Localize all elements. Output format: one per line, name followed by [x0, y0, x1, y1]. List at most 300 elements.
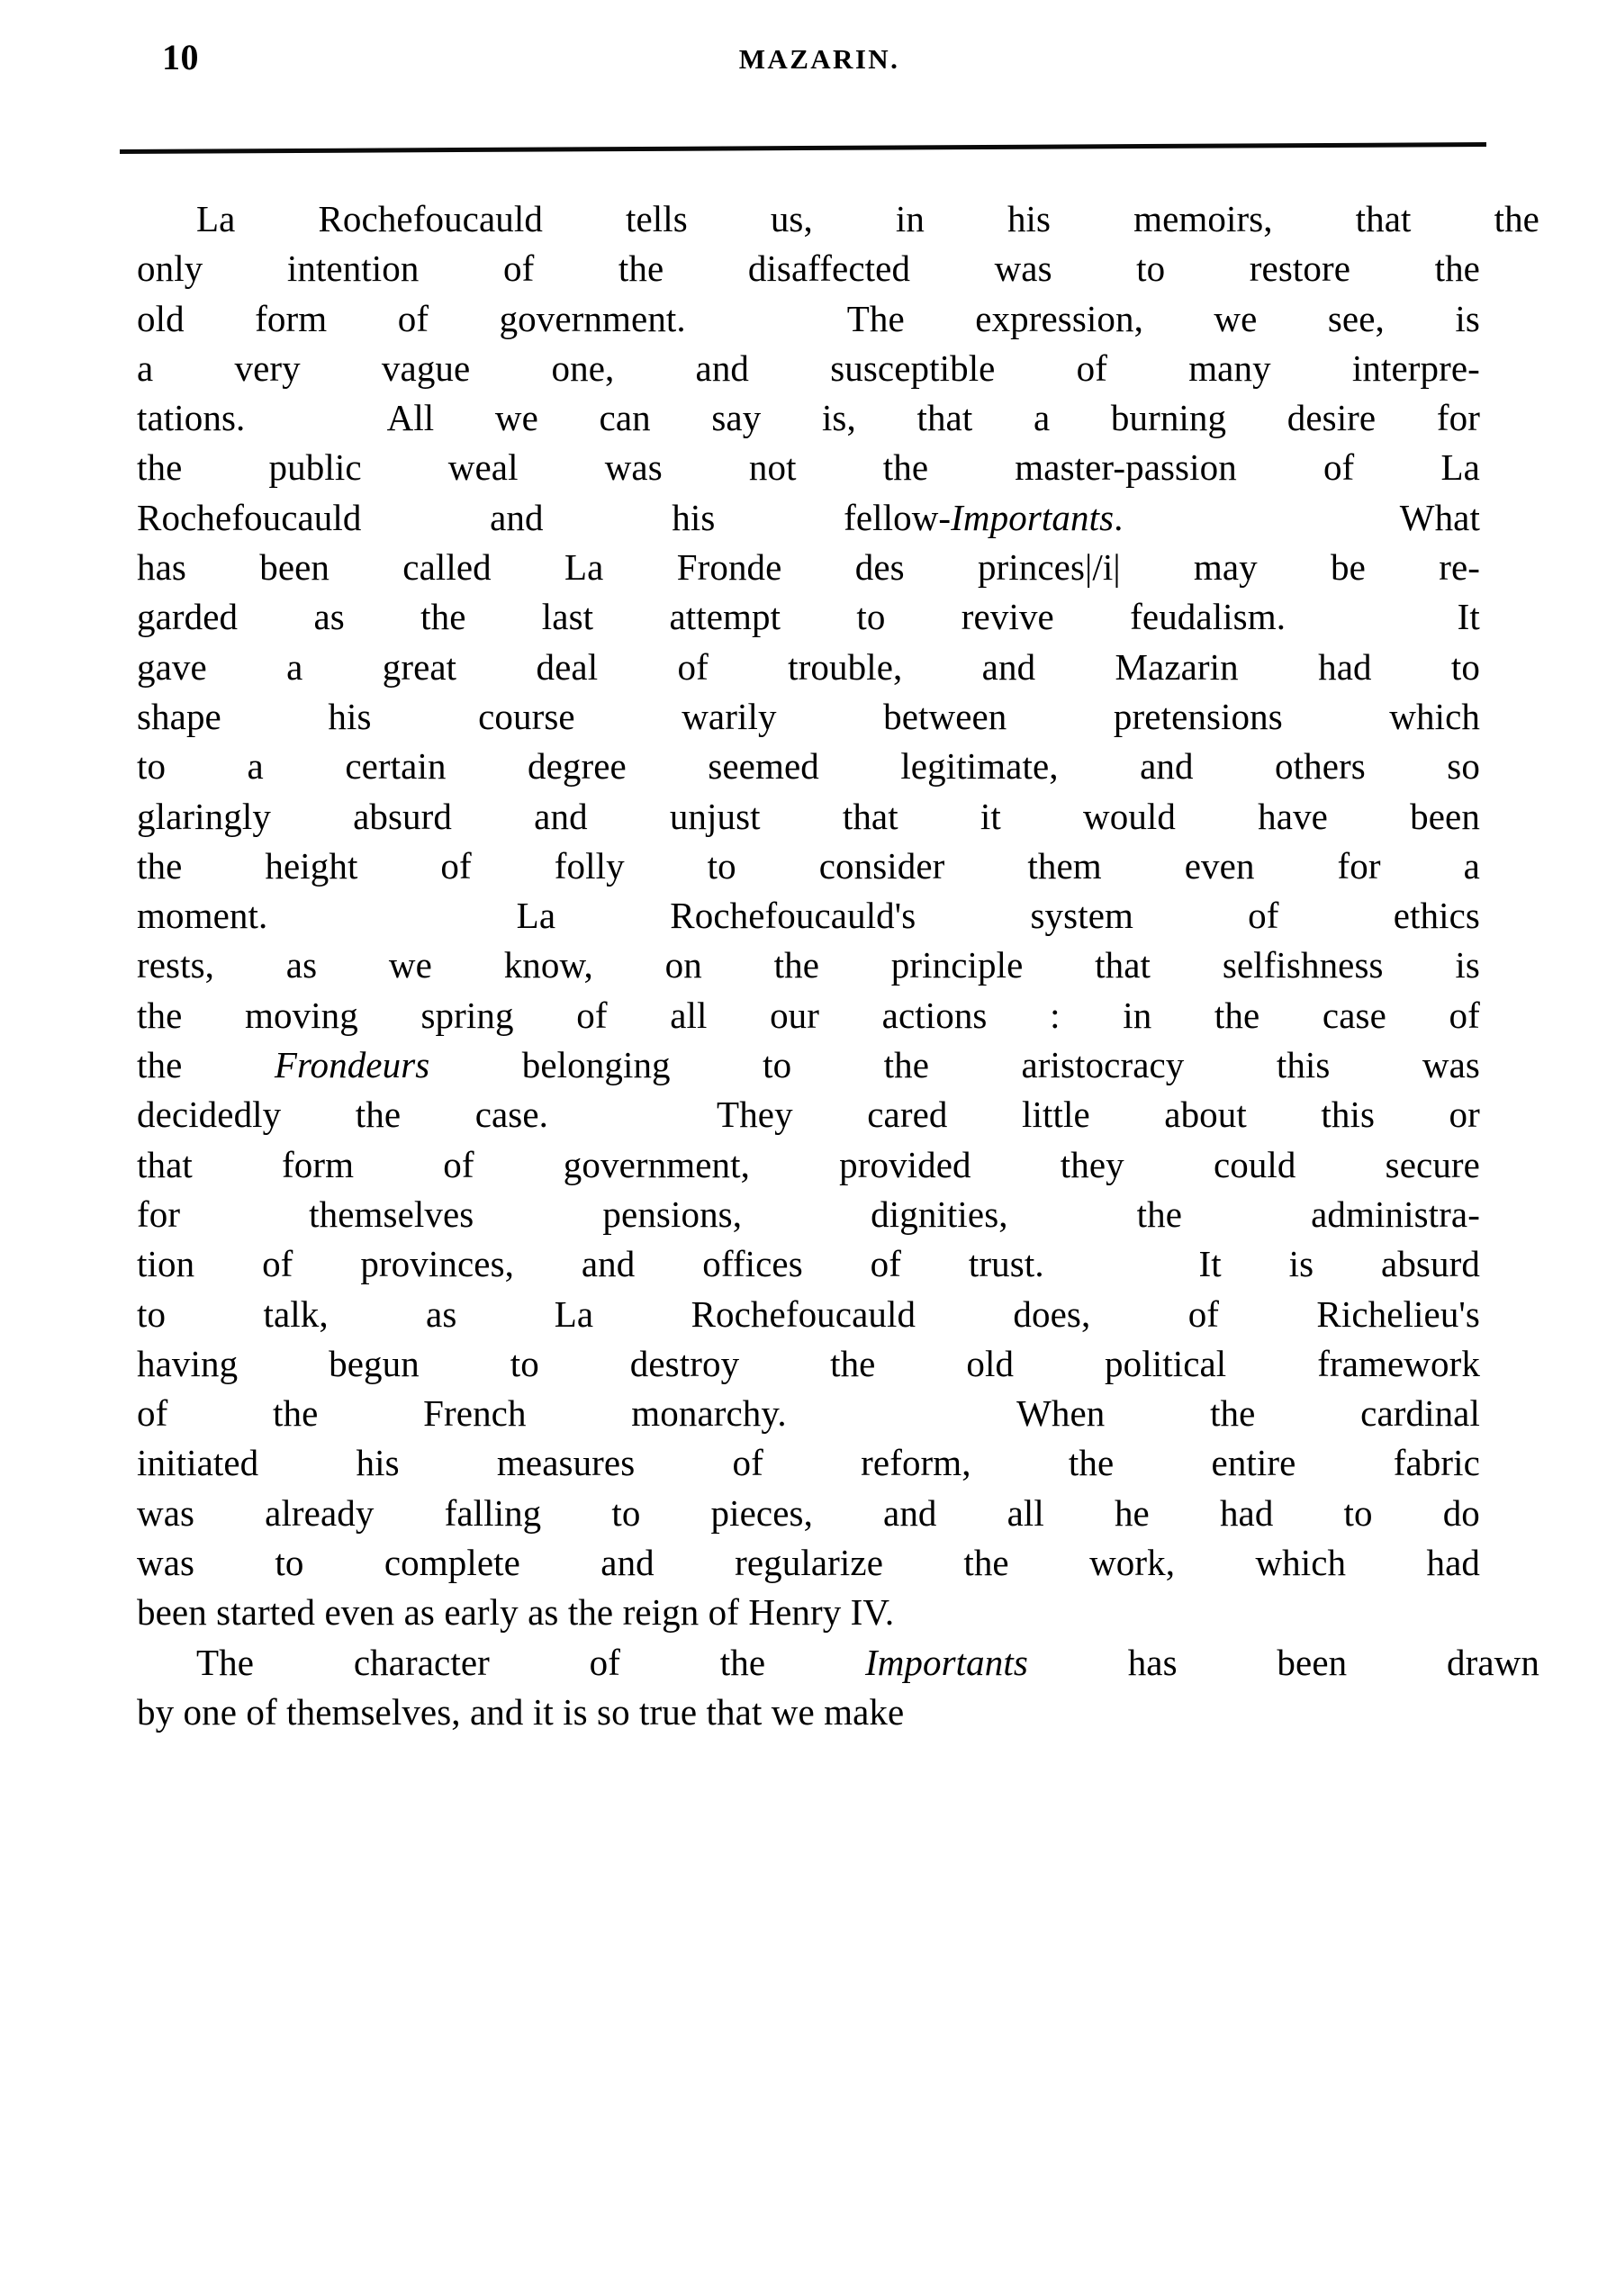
line-content	[137, 792, 1480, 842]
line-content: by one of themselves, and it is so true that we make	[137, 1690, 905, 1733]
word: a	[286, 645, 303, 688]
word: to	[137, 1292, 167, 1335]
word: they	[1060, 1143, 1124, 1185]
word: the	[1434, 248, 1480, 290]
text-line	[137, 1438, 1480, 1488]
word: and	[981, 645, 1036, 688]
word: we	[388, 944, 432, 986]
word: La	[554, 1292, 594, 1335]
word: attempt	[669, 596, 781, 638]
word: deal	[536, 645, 599, 688]
word: form	[282, 1143, 355, 1185]
word: What	[1399, 496, 1480, 538]
word: trouble,	[788, 645, 903, 688]
text-line	[137, 742, 1480, 791]
word: to	[1136, 248, 1166, 290]
word: and	[581, 1243, 636, 1285]
word: glaringly	[137, 795, 271, 837]
word: has	[137, 546, 186, 589]
word: was	[994, 248, 1052, 290]
word: pretensions	[1113, 695, 1283, 737]
word: we	[494, 397, 538, 439]
word: shape	[137, 695, 221, 737]
sentence-gap	[1361, 592, 1381, 642]
line-content	[137, 443, 1480, 492]
sentence-gap	[756, 294, 776, 344]
word: a	[137, 347, 154, 389]
word: may	[1193, 546, 1258, 589]
word: moving	[245, 994, 358, 1036]
word: for	[137, 1193, 181, 1235]
word: know,	[503, 944, 593, 986]
word: tells	[625, 198, 688, 239]
text-line	[137, 692, 1480, 742]
word: government.	[499, 297, 686, 339]
word: The	[846, 297, 905, 339]
word: character	[353, 1641, 490, 1683]
word: themselves	[309, 1193, 474, 1235]
word: It	[1457, 596, 1480, 638]
word: drawn	[1446, 1641, 1539, 1683]
word: and	[1140, 745, 1194, 788]
word: to	[510, 1342, 539, 1384]
page-number: 10	[162, 37, 199, 77]
word: destroy	[629, 1342, 740, 1384]
sentence-gap	[891, 1389, 911, 1438]
word: all	[670, 994, 708, 1036]
word: that	[1355, 198, 1412, 239]
word: weal	[447, 446, 519, 489]
word: of	[137, 1392, 168, 1435]
line-content	[137, 1290, 1480, 1339]
line-content	[137, 891, 1480, 941]
word: of	[576, 994, 608, 1036]
word: was	[604, 446, 663, 489]
word: only	[137, 248, 203, 290]
word: last	[541, 596, 594, 638]
word: was	[137, 1542, 195, 1584]
word: can	[599, 397, 651, 439]
word: cared	[867, 1094, 948, 1136]
word: begun	[329, 1342, 420, 1384]
line-content	[137, 1489, 1480, 1538]
line-content	[137, 941, 1480, 990]
word: great	[382, 645, 457, 688]
word: provinces,	[360, 1243, 514, 1285]
sentence-gap	[1251, 493, 1271, 543]
word: his	[672, 496, 716, 538]
text-line	[137, 991, 1480, 1040]
word: to	[763, 1044, 792, 1086]
word: is	[1455, 297, 1480, 339]
word: been	[259, 546, 330, 589]
word: that	[916, 397, 973, 439]
word: of	[262, 1243, 293, 1285]
word: work,	[1089, 1542, 1176, 1584]
word: measures	[496, 1442, 636, 1484]
word: even	[1184, 844, 1255, 887]
word: case.	[474, 1094, 549, 1136]
word: memoirs,	[1133, 198, 1273, 239]
word: form	[255, 297, 328, 339]
word: belonging	[521, 1044, 671, 1086]
line-content	[137, 1239, 1480, 1289]
word: moment.	[137, 895, 268, 937]
text-line	[137, 643, 1480, 692]
line-content	[137, 1538, 1480, 1588]
line-content	[137, 393, 1480, 443]
line-content	[137, 1040, 1480, 1090]
word: interpre-	[1351, 347, 1480, 389]
word: is	[1455, 944, 1480, 986]
word: provided	[839, 1143, 971, 1185]
word: of	[440, 844, 472, 887]
word: little	[1021, 1094, 1090, 1136]
word: reform,	[861, 1442, 971, 1484]
word: this	[1276, 1044, 1331, 1086]
text-line	[137, 1638, 1539, 1688]
word: this	[1321, 1094, 1376, 1136]
word: between	[883, 695, 1007, 737]
word: was	[137, 1491, 195, 1534]
text-line	[137, 1090, 1480, 1139]
word: Rochefoucauld	[137, 496, 362, 538]
word: the	[137, 1044, 183, 1086]
sentence-gap	[623, 1090, 643, 1139]
word: of	[1187, 1292, 1220, 1335]
word: not	[748, 446, 797, 489]
word: to	[1343, 1491, 1373, 1534]
word: which	[1389, 695, 1480, 737]
body-text	[137, 194, 1539, 1737]
word: could	[1213, 1143, 1296, 1185]
text-line	[137, 1588, 1480, 1637]
word: of	[443, 1143, 474, 1185]
word: talk,	[263, 1292, 329, 1335]
word: ethics	[1393, 895, 1480, 937]
word: had	[1219, 1491, 1274, 1534]
word: political	[1105, 1342, 1227, 1384]
text-line	[137, 1489, 1480, 1538]
word: is,	[821, 397, 856, 439]
word: warily	[682, 695, 777, 737]
word: regularize	[735, 1542, 883, 1584]
line-content	[137, 1638, 1539, 1688]
word: had	[1426, 1542, 1480, 1584]
word: cardinal	[1360, 1392, 1480, 1435]
word: as	[426, 1292, 457, 1335]
word: the	[420, 596, 466, 638]
word: Fronde	[676, 546, 782, 589]
word: certain	[345, 745, 447, 788]
text-line	[137, 1688, 1480, 1737]
word: selfishness	[1222, 944, 1384, 986]
line-content	[137, 1090, 1480, 1139]
word: of	[397, 297, 429, 339]
line-content	[137, 1438, 1480, 1488]
word: about	[1164, 1094, 1247, 1136]
word: and	[600, 1542, 655, 1584]
word: one,	[551, 347, 615, 389]
word: the	[137, 844, 183, 887]
word: called	[402, 546, 492, 589]
word: Rochefoucauld	[691, 1292, 916, 1335]
word: so	[1447, 745, 1480, 788]
word: trust.	[968, 1243, 1044, 1285]
word: rests,	[137, 944, 215, 986]
word: La	[516, 895, 556, 937]
word: as	[285, 944, 318, 986]
running-head	[162, 36, 1494, 86]
word: of	[1076, 347, 1108, 389]
word: aristocracy	[1021, 1044, 1185, 1086]
line-content	[137, 344, 1480, 393]
text-line	[137, 1040, 1480, 1090]
word: is	[1288, 1243, 1314, 1285]
word: old	[137, 297, 185, 339]
word: it	[980, 795, 1001, 837]
word: Frondeurs	[274, 1044, 430, 1086]
word: see,	[1327, 297, 1385, 339]
word: desire	[1286, 397, 1377, 439]
word: the	[1214, 994, 1260, 1036]
word: the	[882, 446, 929, 489]
line-content	[137, 1140, 1480, 1190]
word: :	[1050, 994, 1061, 1036]
word: of	[1248, 895, 1279, 937]
word: They	[717, 1094, 793, 1136]
word: spring	[420, 994, 514, 1036]
word: of	[589, 1641, 621, 1683]
word: actions	[881, 994, 988, 1036]
line-content	[137, 692, 1480, 742]
word: the	[773, 944, 820, 986]
word: public	[268, 446, 362, 489]
sentence-gap	[306, 393, 326, 443]
word: his	[356, 1442, 400, 1484]
word: that	[1095, 944, 1151, 986]
word: to	[856, 596, 886, 638]
word: Rochefoucauld	[318, 198, 543, 239]
word: to	[137, 745, 167, 788]
word: seemed	[708, 745, 819, 788]
word: fabric	[1393, 1442, 1480, 1484]
line-content	[137, 842, 1480, 891]
word: and	[883, 1491, 937, 1534]
word: in	[895, 198, 925, 239]
word: have	[1258, 795, 1328, 837]
text-line	[137, 294, 1480, 344]
word: system	[1030, 895, 1133, 937]
word: gave	[137, 645, 207, 688]
word: a	[1033, 397, 1051, 439]
line-content	[137, 493, 1480, 543]
text-line	[137, 1290, 1480, 1339]
text-line	[137, 792, 1480, 842]
word: the	[1068, 1442, 1115, 1484]
word: framework	[1317, 1342, 1480, 1384]
word: offices	[702, 1243, 803, 1285]
word: All	[386, 397, 435, 439]
word: would	[1083, 795, 1177, 837]
word: them	[1027, 844, 1102, 887]
word: do	[1442, 1491, 1480, 1534]
word: his	[1007, 198, 1052, 239]
word: the	[1210, 1392, 1256, 1435]
word: Rochefoucauld's	[670, 895, 916, 937]
text-line	[137, 1339, 1480, 1389]
word: and	[695, 347, 750, 389]
word: already	[265, 1491, 375, 1534]
word: garded	[137, 596, 239, 638]
word: falling	[444, 1491, 542, 1534]
word: or	[1449, 1094, 1480, 1136]
word: administra-	[1311, 1193, 1480, 1235]
word: Mazarin	[1115, 645, 1239, 688]
word: the	[137, 994, 183, 1036]
word: his	[328, 695, 372, 737]
word: La	[564, 546, 604, 589]
word: the	[618, 248, 664, 290]
word: vague	[381, 347, 471, 389]
word: and	[490, 496, 544, 538]
word: he	[1114, 1491, 1150, 1534]
word: and	[534, 795, 588, 837]
word: the	[355, 1094, 402, 1136]
line-content	[137, 742, 1480, 791]
text-line	[137, 891, 1480, 941]
word: case	[1322, 994, 1386, 1036]
running-title: MAZARIN.	[738, 43, 900, 75]
line-content	[137, 194, 1539, 244]
word: tations.	[137, 397, 246, 439]
word: on	[664, 944, 702, 986]
word: the	[273, 1392, 319, 1435]
line-content	[137, 1190, 1480, 1239]
word: complete	[384, 1542, 520, 1584]
line-content	[137, 1389, 1480, 1438]
line-content: been started even as early as the reign of Henry IV.	[137, 1591, 895, 1634]
text-line	[137, 443, 1480, 492]
text-line	[137, 1140, 1480, 1190]
text-line	[137, 194, 1539, 244]
word: initiated	[137, 1442, 259, 1484]
word: susceptible	[830, 347, 996, 389]
word: others	[1275, 745, 1366, 788]
word: of	[503, 248, 535, 290]
word: of	[677, 645, 709, 688]
word: of	[1323, 446, 1355, 489]
text-line	[137, 244, 1480, 293]
word: secure	[1385, 1143, 1480, 1185]
word: be	[1331, 546, 1366, 589]
word: absurd	[1381, 1243, 1480, 1285]
line-content	[137, 991, 1480, 1040]
word: La	[1440, 446, 1480, 489]
header-rule	[120, 142, 1486, 154]
word: feudalism.	[1130, 596, 1286, 638]
word: of	[1449, 994, 1480, 1036]
word: folly	[554, 844, 625, 887]
word: pensions,	[602, 1193, 743, 1235]
word: many	[1188, 347, 1271, 389]
word: very	[234, 347, 301, 389]
word: disaffected	[747, 248, 911, 290]
line-content	[137, 643, 1480, 692]
text-line	[137, 592, 1480, 642]
word: the	[1494, 198, 1539, 239]
word: for	[1436, 397, 1480, 439]
word: had	[1318, 645, 1372, 688]
word: principle	[890, 944, 1024, 986]
word: It	[1198, 1243, 1222, 1285]
word: des	[854, 546, 905, 589]
word: the	[963, 1542, 1009, 1584]
text-line	[137, 941, 1480, 990]
text-line	[137, 393, 1480, 443]
word: restore	[1249, 248, 1351, 290]
word: to	[1450, 645, 1480, 688]
word: having	[137, 1342, 239, 1384]
word: that	[842, 795, 898, 837]
word: the	[830, 1342, 876, 1384]
word: master-passion	[1015, 446, 1237, 489]
word: of	[870, 1243, 902, 1285]
word: monarchy.	[631, 1392, 787, 1435]
word: for	[1337, 844, 1381, 887]
word: been	[1410, 795, 1480, 837]
word: expression,	[975, 297, 1143, 339]
word: that	[137, 1143, 193, 1185]
word: the	[137, 446, 183, 489]
word: fellow-Importants.	[844, 496, 1124, 538]
word: a	[247, 745, 264, 788]
word: legitimate,	[900, 745, 1059, 788]
word: of	[732, 1442, 763, 1484]
text-line	[137, 1190, 1480, 1239]
word: say	[711, 397, 762, 439]
word: us,	[770, 198, 813, 239]
word: in	[1123, 994, 1152, 1036]
word: all	[1007, 1491, 1044, 1534]
text-line	[137, 493, 1480, 543]
text-line	[137, 1538, 1480, 1588]
line-content	[137, 294, 1480, 344]
word: princes|/i|	[977, 546, 1121, 589]
word: was	[1422, 1044, 1480, 1086]
word: we	[1214, 297, 1258, 339]
word: The	[196, 1641, 255, 1683]
text-line	[137, 1239, 1480, 1289]
word: to	[707, 844, 736, 887]
word: government,	[563, 1143, 750, 1185]
line-content	[137, 1339, 1480, 1389]
word: old	[966, 1342, 1015, 1384]
word: consider	[818, 844, 945, 887]
word: the	[883, 1044, 930, 1086]
text-line	[137, 1389, 1480, 1438]
word: unjust	[669, 795, 761, 837]
word: re-	[1439, 546, 1480, 589]
word: the	[719, 1641, 766, 1683]
word: intention	[286, 248, 420, 290]
word: been	[1277, 1641, 1348, 1683]
word: Importants	[864, 1641, 1028, 1683]
word: course	[478, 695, 575, 737]
word: absurd	[353, 795, 453, 837]
word: as	[313, 596, 345, 638]
text-line	[137, 543, 1480, 592]
